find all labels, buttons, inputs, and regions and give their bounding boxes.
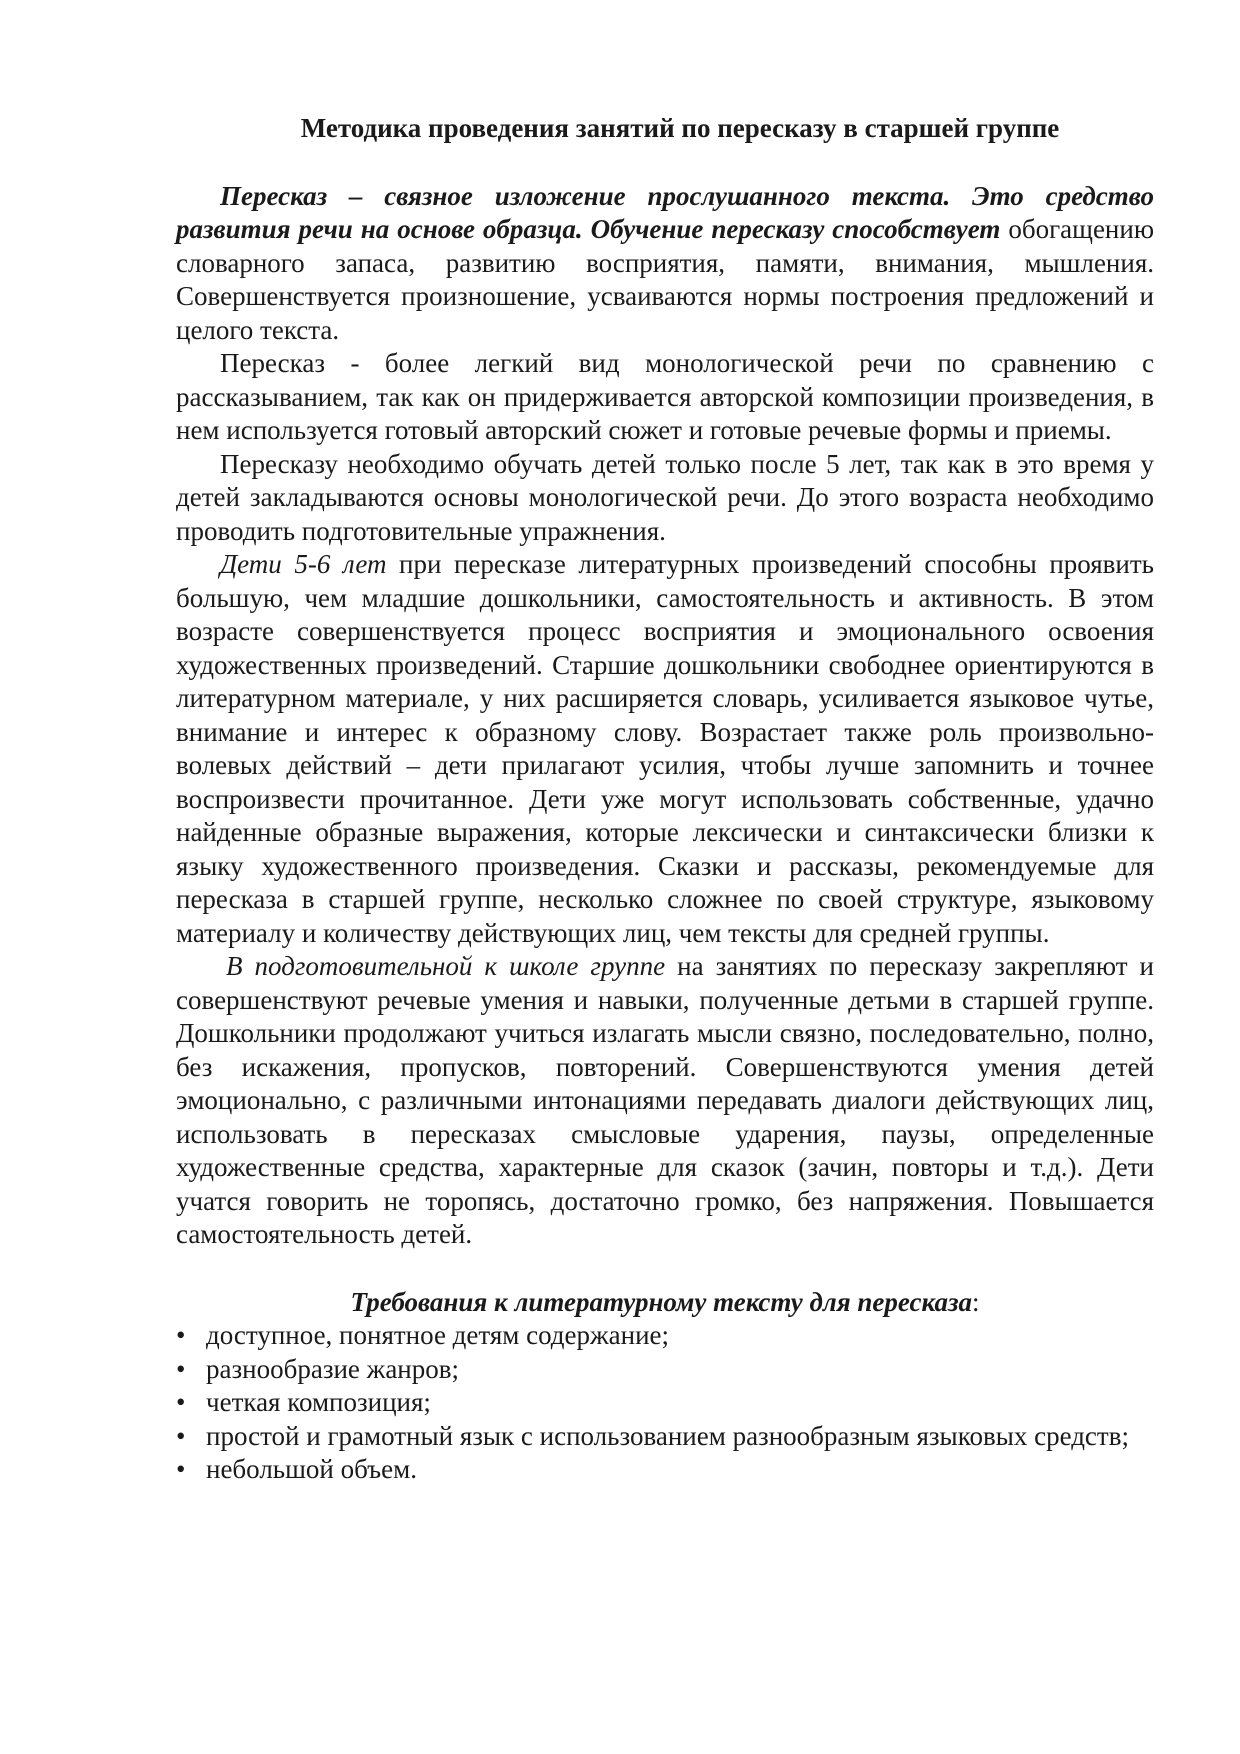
bullet-icon: • xyxy=(176,1420,186,1451)
list-item-text: доступное, понятное детям содержание; xyxy=(206,1320,670,1350)
list-item-text: четкая композиция; xyxy=(206,1387,431,1417)
requirements-heading xyxy=(176,1286,1154,1320)
paragraph-senior-group xyxy=(176,548,1154,950)
list-item xyxy=(176,1420,1154,1454)
bullet-icon: • xyxy=(176,1353,186,1384)
definition-rest: обогащению словарного запаса, развитию восприятия, памяти, внимания, мышления. Совершенствуется произношение, усваиваются нормы построения предложений и целого текста. xyxy=(176,214,1154,345)
paragraph-comparison: Пересказ - более легкий вид монологической речи по сравнению с рассказыванием, так как он придерживается авторской композиции произведения, в нем используется готовый авторский сюжет и готовые речевые формы и приемы. xyxy=(176,348,1154,445)
list-item xyxy=(176,1453,1154,1487)
list-item-text: небольшой объем. xyxy=(206,1454,417,1484)
preparatory-group-emphasis: В подготовительной к школе группе xyxy=(226,951,666,981)
preparatory-group-rest: на занятиях по пересказу закрепляют и совершенствуют речевые умения и навыки, полученные детьми в старшей группе. Дошкольники продолжают учиться излагать мысли связно, последовательно, полно, без искажения, пропусков, повторений. Совершенствуются умения детей эмоционально, с различными интонациями передавать диалоги действующих лиц, использовать в пересказах смысловые ударения, паузы, определенные художественные средства, характерные для сказок (зачин, повторы и т.д.). Дети учатся говорить не торопясь, достаточно громко, без напряжения. Повышается самостоятельность детей. xyxy=(176,951,1154,1249)
list-item xyxy=(176,1353,1154,1387)
bullet-icon: • xyxy=(176,1387,186,1417)
paragraph-preparatory-group xyxy=(176,950,1154,1252)
definition-emphasis: Пересказ – связное изложение прослушанного текста. Это средство развития речи на основе образца. Обучение пересказу способствует xyxy=(176,180,1154,244)
list-item-text: простой и грамотный язык с использованием разнообразным языковых средств; xyxy=(206,1420,1129,1451)
requirements-heading-colon: : xyxy=(972,1286,980,1317)
paragraph-definition xyxy=(176,180,1154,348)
document-title: Методика проведения занятий по пересказу в старшей группе xyxy=(300,113,1060,143)
requirements-list xyxy=(176,1319,1154,1487)
senior-group-rest: при пересказе литературных произведений способны проявить большую, чем младшие дошкольники, самостоятельность и активность. В этом возрасте совершенствуется процесс восприятия и эмоционального освоения художественных произведений. Старшие дошкольники свободнее ориентируются в литературном материале, у них расширяется словарь, усиливается языковое чутье, внимание и интерес к образному слову. Возрастает также роль произвольно-волевых действий – дети прилагают усилия, чтобы лучше запомнить и точнее воспроизвести прочитанное. Дети уже могут использовать собственные, удачно найденные образные выражения, которые лексически и синтаксически близки к языку художественного произведения. Сказки и рассказы, рекомендуемые для пересказа в старшей группе, несколько сложнее по своей структуре, языковому материалу и количеству действующих лиц, чем тексты для средней группы. xyxy=(176,549,1154,948)
list-item-text: разнообразие жанров; xyxy=(206,1353,460,1384)
paragraph-age: Пересказу необходимо обучать детей только после 5 лет, так как в это время у детей закладываются основы монологической речи. До этого возраста необходимо проводить подготовительные упражнения. xyxy=(176,448,1154,546)
list-item xyxy=(176,1319,1154,1353)
document-page xyxy=(176,112,1154,1487)
senior-group-emphasis: Дети 5-6 лет xyxy=(220,549,387,579)
bullet-icon: • xyxy=(176,1320,186,1350)
list-item xyxy=(176,1386,1154,1420)
requirements-heading-text: Требования к литературному тексту для пересказа xyxy=(350,1286,973,1317)
bullet-icon: • xyxy=(176,1454,186,1484)
